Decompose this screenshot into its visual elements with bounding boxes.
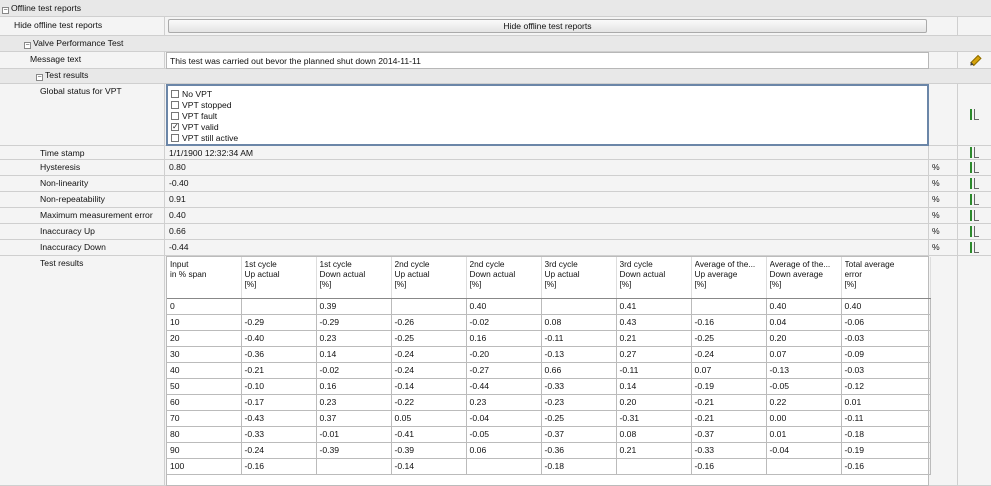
table-cell[interactable]: 90	[167, 442, 241, 458]
sync-icon	[969, 109, 981, 120]
action-cell	[958, 256, 991, 485]
table-cell[interactable]: -0.25	[691, 330, 766, 346]
column-header-line: 2nd cycle	[394, 259, 430, 269]
column-header-line: Average of the...	[694, 259, 756, 269]
table-cell[interactable]: -0.29	[241, 314, 316, 330]
table-cell[interactable]: -0.14	[391, 458, 466, 474]
table-cell[interactable]: -0.37	[541, 426, 616, 442]
column-header-line: Up average	[694, 269, 738, 279]
column-header-line: error	[844, 269, 863, 279]
sync-action[interactable]	[958, 84, 991, 145]
table-cell[interactable]: -0.04	[466, 410, 541, 426]
param-unit: %	[929, 208, 958, 223]
table-cell[interactable]	[541, 298, 616, 314]
results-grid	[166, 256, 929, 486]
unit-cell	[929, 84, 958, 145]
table-cell[interactable]: -0.01	[316, 426, 391, 442]
param-value[interactable]: 0.40	[166, 208, 929, 223]
table-cell[interactable]: 0.20	[766, 330, 841, 346]
sync-icon	[969, 162, 981, 173]
table-cell[interactable]: 0.21	[616, 330, 691, 346]
table-cell[interactable]: 0.39	[316, 298, 391, 314]
table-cell[interactable]: 0.66	[541, 362, 616, 378]
sync-action[interactable]	[958, 146, 991, 159]
table-cell[interactable]: 0.40	[766, 298, 841, 314]
table-cell[interactable]: -0.10	[241, 378, 316, 394]
column-header-line: Down actual	[319, 269, 366, 279]
table-row	[167, 442, 930, 458]
table-cell[interactable]: -0.13	[541, 346, 616, 362]
unit-cell	[929, 17, 958, 35]
checkbox-checked[interactable]: ✓	[172, 121, 179, 131]
status-option[interactable]	[171, 88, 924, 99]
section-offline-header[interactable]	[0, 0, 991, 17]
column-header[interactable]	[167, 257, 241, 298]
table-cell[interactable]: -0.24	[241, 442, 316, 458]
column-header-line: in % span	[170, 269, 207, 279]
table-cell[interactable]	[691, 298, 766, 314]
table-cell[interactable]: -0.03	[841, 362, 930, 378]
column-header-line: [%]	[844, 279, 857, 289]
table-cell[interactable]: 0.06	[466, 442, 541, 458]
sync-action[interactable]	[958, 192, 991, 207]
collapse-icon[interactable]: −	[3, 7, 8, 14]
column-header-line: Average of the...	[769, 259, 831, 269]
status-option[interactable]	[171, 121, 924, 132]
table-row	[167, 346, 930, 362]
status-option[interactable]	[171, 99, 924, 110]
global-status-checklist	[166, 84, 929, 146]
table-cell[interactable]: -0.06	[841, 314, 930, 330]
table-cell[interactable]: 0.05	[391, 410, 466, 426]
table-row	[167, 394, 930, 410]
table-cell[interactable]: -0.09	[841, 346, 930, 362]
status-option-label: VPT fault	[182, 110, 218, 121]
param-label: Time stamp	[0, 146, 165, 159]
param-unit: %	[929, 224, 958, 239]
table-cell[interactable]	[391, 298, 466, 314]
row-label: Hide offline test reports	[0, 17, 165, 35]
table-cell[interactable]: 0.20	[616, 394, 691, 410]
table-cell[interactable]: 70	[167, 410, 241, 426]
table-cell[interactable]: -0.16	[691, 314, 766, 330]
table-cell[interactable]: -0.21	[691, 410, 766, 426]
sync-icon	[969, 147, 981, 158]
status-option[interactable]	[171, 110, 924, 121]
param-row	[0, 160, 991, 176]
table-cell[interactable]: 0.04	[766, 314, 841, 330]
table-cell[interactable]: 0.07	[691, 362, 766, 378]
column-header[interactable]	[466, 257, 541, 298]
param-unit: %	[929, 160, 958, 175]
column-header-line: Up actual	[394, 269, 430, 279]
column-header-line: 1st cycle	[319, 259, 352, 269]
table-cell[interactable]: 0.16	[316, 378, 391, 394]
table-cell[interactable]: -0.12	[841, 378, 930, 394]
param-row	[0, 146, 991, 160]
table-cell[interactable]: 0.01	[841, 394, 930, 410]
table-cell[interactable]: -0.18	[541, 458, 616, 474]
column-header-line: Total average	[844, 259, 895, 269]
table-cell[interactable]: -0.16	[241, 458, 316, 474]
table-cell[interactable]: -0.24	[691, 346, 766, 362]
column-header[interactable]	[691, 257, 766, 298]
row-label: Global status for VPT	[0, 84, 165, 145]
sync-icon	[969, 210, 981, 221]
param-label: Inaccuracy Up	[0, 224, 165, 239]
section-vpt-header[interactable]	[0, 36, 991, 52]
message-text-field[interactable]: This test was carried out bevor the planned shut down 2014-11-11	[166, 52, 929, 69]
column-header-line: Down actual	[469, 269, 516, 279]
table-cell[interactable]: 0.21	[616, 442, 691, 458]
column-header[interactable]	[841, 257, 930, 298]
table-cell[interactable]: -0.40	[241, 330, 316, 346]
table-cell[interactable]: -0.14	[391, 378, 466, 394]
sync-action[interactable]	[958, 240, 991, 255]
table-row	[167, 410, 930, 426]
table-cell[interactable]	[241, 298, 316, 314]
checkbox[interactable]	[171, 90, 179, 98]
status-option-label: VPT still active	[182, 132, 239, 143]
column-header-line: [%]	[319, 279, 332, 289]
column-header[interactable]	[541, 257, 616, 298]
param-value[interactable]: -0.44	[166, 240, 929, 255]
table-cell[interactable]: 0.41	[616, 298, 691, 314]
unit-cell	[929, 52, 958, 68]
param-value[interactable]: 0.91	[166, 192, 929, 207]
sync-icon	[969, 178, 981, 189]
table-cell[interactable]: -0.27	[466, 362, 541, 378]
table-row	[167, 330, 930, 346]
table-cell[interactable]: -0.20	[466, 346, 541, 362]
table-cell[interactable]: -0.04	[766, 442, 841, 458]
table-cell[interactable]: 0.14	[316, 346, 391, 362]
section-title: Valve Performance Test	[33, 38, 124, 48]
param-unit: %	[929, 176, 958, 191]
results-table	[167, 257, 931, 475]
param-row	[0, 240, 991, 256]
table-cell[interactable]: -0.33	[691, 442, 766, 458]
table-cell[interactable]: 0.23	[316, 394, 391, 410]
table-cell[interactable]: -0.22	[391, 394, 466, 410]
sync-action[interactable]	[958, 176, 991, 191]
param-label: Non-repeatability	[0, 192, 165, 207]
param-row	[0, 192, 991, 208]
table-cell[interactable]: -0.44	[466, 378, 541, 394]
row-global-status	[0, 84, 991, 146]
column-header-line: 1st cycle	[244, 259, 277, 269]
param-value[interactable]: 1/1/1900 12:32:34 AM	[166, 146, 929, 159]
table-cell[interactable]: -0.23	[541, 394, 616, 410]
column-header[interactable]	[241, 257, 316, 298]
checkbox[interactable]	[171, 112, 179, 120]
checkbox[interactable]	[171, 101, 179, 109]
column-header-line: [%]	[244, 279, 257, 289]
table-cell[interactable]: 10	[167, 314, 241, 330]
table-cell[interactable]: -0.33	[241, 426, 316, 442]
param-label: Maximum measurement error	[0, 208, 165, 223]
column-header[interactable]	[766, 257, 841, 298]
column-header-line: [%]	[694, 279, 707, 289]
table-cell[interactable]: -0.18	[841, 426, 930, 442]
table-cell[interactable]: -0.39	[316, 442, 391, 458]
param-unit: %	[929, 240, 958, 255]
table-cell[interactable]: -0.19	[841, 442, 930, 458]
table-cell[interactable]: -0.02	[316, 362, 391, 378]
row-hide-offline	[0, 17, 991, 36]
table-cell[interactable]: -0.13	[766, 362, 841, 378]
table-cell[interactable]: 0.22	[766, 394, 841, 410]
table-cell[interactable]: -0.21	[241, 362, 316, 378]
table-cell[interactable]: -0.24	[391, 362, 466, 378]
unit-cell	[929, 256, 958, 485]
action-cell	[958, 17, 991, 35]
table-cell[interactable]	[466, 458, 541, 474]
sync-action[interactable]	[958, 208, 991, 223]
table-row	[167, 458, 930, 474]
table-row	[167, 426, 930, 442]
param-value[interactable]: 0.66	[166, 224, 929, 239]
sync-icon	[969, 242, 981, 253]
table-cell[interactable]: 40	[167, 362, 241, 378]
section-title: Test results	[45, 70, 89, 80]
table-cell[interactable]: 0.08	[541, 314, 616, 330]
table-cell[interactable]: 0.37	[316, 410, 391, 426]
status-option-label: VPT valid	[182, 121, 219, 132]
table-cell[interactable]	[766, 458, 841, 474]
table-cell[interactable]: -0.19	[691, 378, 766, 394]
sync-icon	[969, 194, 981, 205]
table-cell[interactable]	[616, 458, 691, 474]
param-label: Hysteresis	[0, 160, 165, 175]
section-results-header[interactable]	[0, 69, 991, 84]
param-label: Inaccuracy Down	[0, 240, 165, 255]
column-header-line: 3rd cycle	[544, 259, 578, 269]
table-cell[interactable]: -0.39	[391, 442, 466, 458]
status-option-label: VPT stopped	[182, 99, 232, 110]
edit-action[interactable]	[958, 52, 991, 68]
sync-action[interactable]	[958, 224, 991, 239]
table-row	[167, 362, 930, 378]
column-header-line: Down average	[769, 269, 824, 279]
param-row	[0, 176, 991, 192]
column-header-line: Up actual	[544, 269, 580, 279]
table-row	[167, 298, 930, 314]
param-value[interactable]: -0.40	[166, 176, 929, 191]
column-header-line: Down actual	[619, 269, 666, 279]
table-cell[interactable]: 0.40	[466, 298, 541, 314]
param-label: Non-linearity	[0, 176, 165, 191]
table-cell[interactable]: -0.05	[766, 378, 841, 394]
column-header-line: [%]	[394, 279, 407, 289]
column-header-line: 3rd cycle	[619, 259, 653, 269]
column-header-line: Input	[170, 259, 189, 269]
table-cell[interactable]: 0	[167, 298, 241, 314]
table-cell[interactable]: 50	[167, 378, 241, 394]
table-cell[interactable]: -0.11	[541, 330, 616, 346]
table-cell[interactable]: 0.23	[316, 330, 391, 346]
table-cell[interactable]: -0.05	[466, 426, 541, 442]
table-cell[interactable]: 0.01	[766, 426, 841, 442]
sync-icon	[969, 226, 981, 237]
table-cell[interactable]: -0.21	[691, 394, 766, 410]
table-cell[interactable]: 80	[167, 426, 241, 442]
hide-offline-button[interactable]: Hide offline test reports	[168, 19, 927, 33]
table-cell[interactable]: 0.00	[766, 410, 841, 426]
table-cell[interactable]: 60	[167, 394, 241, 410]
table-cell[interactable]: -0.25	[391, 330, 466, 346]
table-cell[interactable]: 0.14	[616, 378, 691, 394]
column-header-line: [%]	[619, 279, 632, 289]
column-header-line: [%]	[769, 279, 782, 289]
table-cell[interactable]: -0.02	[466, 314, 541, 330]
collapse-icon[interactable]: −	[37, 74, 42, 81]
status-option[interactable]	[171, 132, 924, 143]
column-header-line: [%]	[544, 279, 557, 289]
status-option-label: No VPT	[182, 88, 213, 99]
table-cell[interactable]: 0.40	[841, 298, 930, 314]
row-message	[0, 52, 991, 69]
table-cell[interactable]: -0.24	[391, 346, 466, 362]
table-cell[interactable]: 20	[167, 330, 241, 346]
table-cell[interactable]: -0.26	[391, 314, 466, 330]
table-cell[interactable]: -0.11	[616, 362, 691, 378]
table-cell[interactable]: 30	[167, 346, 241, 362]
table-cell[interactable]: -0.03	[841, 330, 930, 346]
table-cell[interactable]: 0.08	[616, 426, 691, 442]
checkbox[interactable]	[171, 134, 179, 142]
table-cell[interactable]: 0.23	[466, 394, 541, 410]
column-header-line: 2nd cycle	[469, 259, 505, 269]
param-unit	[929, 146, 958, 159]
table-cell[interactable]: -0.37	[691, 426, 766, 442]
table-cell[interactable]: -0.31	[616, 410, 691, 426]
table-row	[167, 378, 930, 394]
column-header[interactable]	[316, 257, 391, 298]
table-cell[interactable]: 0.27	[616, 346, 691, 362]
table-cell[interactable]: 0.43	[616, 314, 691, 330]
column-header[interactable]	[616, 257, 691, 298]
table-cell[interactable]: -0.43	[241, 410, 316, 426]
param-row	[0, 224, 991, 240]
table-cell[interactable]: -0.41	[391, 426, 466, 442]
table-cell[interactable]: -0.17	[241, 394, 316, 410]
table-cell[interactable]: 0.07	[766, 346, 841, 362]
table-row	[167, 314, 930, 330]
table-cell[interactable]: 0.16	[466, 330, 541, 346]
pencil-icon	[967, 52, 983, 68]
row-label: Message text	[0, 52, 165, 68]
table-cell[interactable]: -0.36	[241, 346, 316, 362]
table-cell[interactable]: 100	[167, 458, 241, 474]
param-row	[0, 208, 991, 224]
row-label: Test results	[0, 256, 165, 485]
table-cell[interactable]: -0.25	[541, 410, 616, 426]
table-cell[interactable]: -0.29	[316, 314, 391, 330]
param-unit: %	[929, 192, 958, 207]
table-cell[interactable]: -0.36	[541, 442, 616, 458]
column-header-line: Up actual	[244, 269, 280, 279]
table-cell[interactable]: -0.16	[841, 458, 930, 474]
column-header-line: [%]	[469, 279, 482, 289]
table-cell[interactable]: -0.11	[841, 410, 930, 426]
table-cell[interactable]	[316, 458, 391, 474]
table-cell[interactable]: -0.16	[691, 458, 766, 474]
sync-action[interactable]	[958, 160, 991, 175]
section-title: Offline test reports	[11, 3, 82, 13]
collapse-icon[interactable]: −	[25, 42, 30, 49]
param-value[interactable]: 0.80	[166, 160, 929, 175]
table-cell[interactable]: -0.33	[541, 378, 616, 394]
column-header[interactable]	[391, 257, 466, 298]
